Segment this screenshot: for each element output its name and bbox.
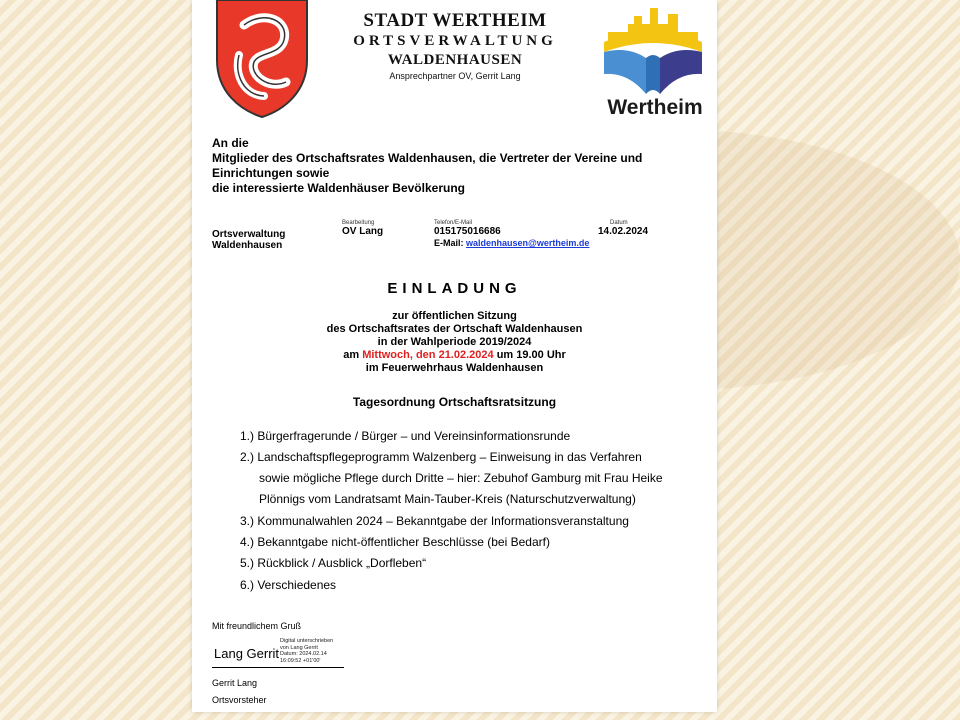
phone-label: Telefon/E-Mail xyxy=(434,220,473,226)
digital-signature-note: Digital unterschrieben von Lang Gerrit Datum: 2024.02.14 16:09:52 +01'00' xyxy=(280,638,334,664)
village-title: WALDENHAUSEN xyxy=(387,52,523,68)
phone-value: 015175016686 xyxy=(434,226,501,237)
agenda-title: Tagesordnung Ortschaftsratsitzung xyxy=(352,395,557,409)
recipient-block xyxy=(212,136,692,196)
recipient-line: An die xyxy=(212,136,249,150)
handler-block xyxy=(342,220,383,237)
invitation-line: im Feuerwehrhaus Waldenhausen xyxy=(365,362,544,374)
city-title: STADT WERTHEIM xyxy=(363,10,547,31)
agenda-item: 4.) Bekanntgabe nicht-öffentlicher Beschlüsse (bei Bedarf) xyxy=(240,535,550,549)
invitation-line: in der Wahlperiode 2019/2024 xyxy=(377,336,532,348)
email-link[interactable]: waldenhausen@wertheim.de xyxy=(466,238,590,248)
phone-block xyxy=(434,220,589,248)
office-title: ORTSVERWALTUNG xyxy=(353,33,557,49)
invitation-line: am Mittwoch, den 21.02.2024 um 19.00 Uhr xyxy=(343,349,566,361)
signature-line xyxy=(212,667,344,668)
recipient-line: die interessierte Waldenhäuser Bevölkerung xyxy=(212,181,465,195)
invitation-line: des Ortschaftsrates der Ortschaft Waldenhausen xyxy=(326,323,583,335)
handler-value: OV Lang xyxy=(342,226,384,237)
meeting-date: Mittwoch, den 21.02.2024 xyxy=(362,349,494,361)
date-value: 14.02.2024 xyxy=(598,226,649,237)
date-block xyxy=(598,220,648,237)
agenda-item: 6.) Verschiedenes xyxy=(240,578,337,592)
signer-role: Ortsvorsteher xyxy=(212,695,267,705)
agenda-item-continuation: Plönnigs vom Landratsamt Main-Tauber-Kreis (Naturschutzverwaltung) xyxy=(259,492,636,506)
invitation-line: zur öffentlichen Sitzung xyxy=(392,310,517,322)
handler-label: Bearbeitung xyxy=(342,220,375,226)
agenda-item: 3.) Kommunalwahlen 2024 – Bekanntgabe der Informationsveranstaltung xyxy=(240,514,629,528)
agenda-item-continuation: sowie mögliche Pflege durch Dritte – hier: Zebuhof Gamburg mit Frau Heike xyxy=(259,471,663,485)
invitation-details xyxy=(192,310,717,375)
sender-line: Ortsverwaltung xyxy=(212,229,286,240)
sender-line: Waldenhausen xyxy=(212,240,283,251)
agenda-item: 1.) Bürgerfragerunde / Bürger – und Vereinsinformationsrunde xyxy=(240,429,571,443)
sender-block xyxy=(212,229,285,251)
wertheim-wordmark: Wertheim xyxy=(607,96,703,119)
greeting: Mit freundlichem Gruß xyxy=(212,621,302,631)
invitation-document xyxy=(192,0,717,712)
agenda-item: 5.) Rückblick / Ausblick „Dorfleben“ xyxy=(240,556,427,570)
invitation-title: EINLADUNG xyxy=(387,280,522,297)
agenda-item: 2.) Landschaftspflegeprogramm Walzenberg – Einweisung in das Verfahren xyxy=(240,450,642,464)
recipient-line: Einrichtungen sowie xyxy=(212,166,330,180)
signer-name: Gerrit Lang xyxy=(212,678,258,688)
recipient-line: Mitglieder des Ortschaftsrates Waldenhausen, die Vertreter der Vereine und xyxy=(212,151,643,165)
date-label: Datum xyxy=(610,220,628,226)
contact-person: Ansprechpartner OV, Gerrit Lang xyxy=(389,71,521,81)
coat-of-arms-logo xyxy=(214,0,310,118)
email-label: E-Mail: xyxy=(434,238,464,248)
signed-name: Lang Gerrit xyxy=(214,646,280,661)
